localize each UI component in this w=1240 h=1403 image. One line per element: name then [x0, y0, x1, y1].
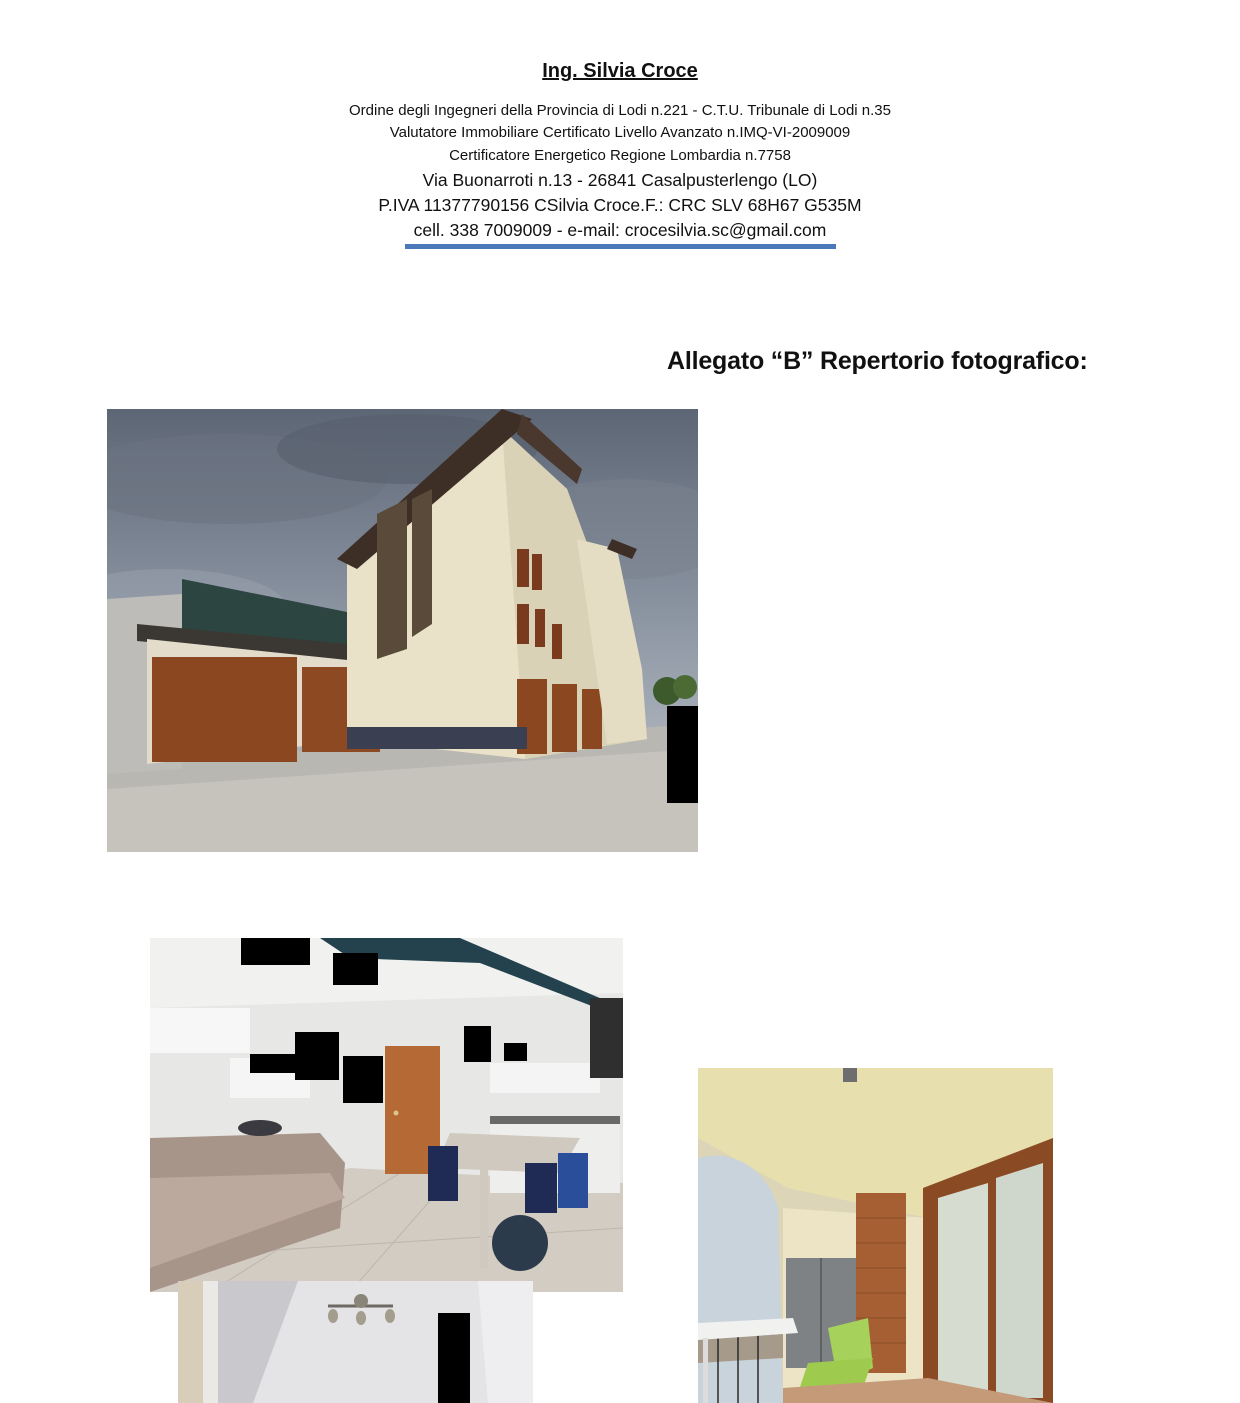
photo-building-exterior — [107, 409, 698, 852]
redaction-block — [438, 1313, 470, 1403]
photo-hallway-ceiling — [178, 1281, 533, 1403]
redaction-block — [250, 1054, 296, 1073]
redaction-block — [333, 953, 378, 985]
redaction-block — [241, 938, 310, 965]
redaction-block — [295, 1032, 339, 1080]
energy-cert-line: Certificatore Energetico Regione Lombardia n.7758 — [449, 147, 791, 164]
header-rule — [405, 244, 836, 249]
photo-balcony — [698, 1068, 1053, 1403]
section-title: Allegato “B” Repertorio fotografico: — [667, 347, 1088, 375]
engineer-name: Ing. Silvia Croce — [542, 60, 698, 82]
registration-line: Ordine degli Ingegneri della Provincia di Lodi n.221 - C.T.U. Tribunale di Lodi n.35 — [349, 102, 891, 119]
certification-line: Valutatore Immobiliare Certificato Livello Avanzato n.IMQ-VI-2009009 — [389, 124, 851, 141]
redaction-block — [504, 1043, 527, 1061]
redaction-block — [464, 1026, 491, 1062]
address-line: Via Buonarroti n.13 - 26841 Casalpusterlengo (LO) — [422, 170, 818, 190]
redaction-block — [343, 1056, 383, 1103]
tax-id-line: P.IVA 11377790156 CSilvia Croce.F.: CRC SLV 68H67 G535M — [378, 195, 862, 215]
photo-living-room-kitchen — [150, 938, 623, 1292]
redaction-block — [667, 706, 698, 803]
contact-line: cell. 338 7009009 - e-mail: crocesilvia.sc@gmail.com — [413, 220, 827, 240]
